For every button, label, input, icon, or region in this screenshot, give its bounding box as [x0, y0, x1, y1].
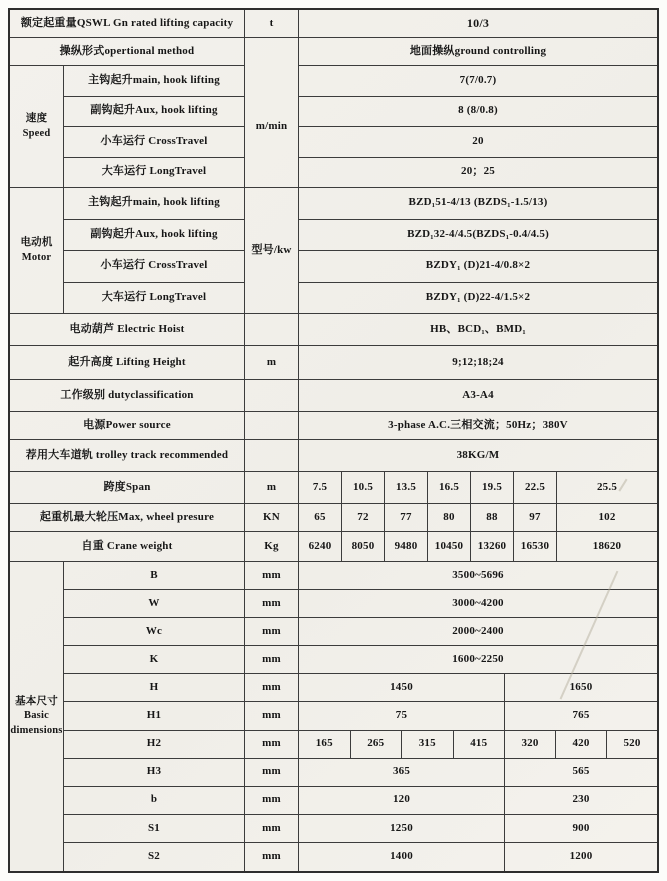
row-wheel-pressure: [10, 504, 657, 532]
dim-value: 415: [454, 731, 506, 759]
dim-unit: mm: [245, 646, 299, 674]
rated-capacity-unit: t: [245, 10, 299, 38]
basic-dimensions-rows: [64, 562, 657, 871]
speed-row-label: 副钩起升Aux, hook lifting: [64, 97, 245, 128]
speed-group-header: [10, 66, 64, 188]
span-label: 跨度Span: [10, 472, 245, 504]
row-electric-hoist: [10, 314, 657, 346]
speed-row-value: 8 (8/0.8): [299, 97, 657, 128]
dim-value-right: 1650: [505, 674, 657, 702]
dim-h2-left-cells: [299, 731, 505, 759]
speed-group-en: Speed: [22, 127, 51, 139]
motor-row-label: 主钩起升main, hook lifting: [64, 188, 245, 220]
dim-value: 3000~4200: [299, 590, 657, 618]
speed-unit: m/min: [245, 66, 299, 188]
power-source-unit-empty: [245, 412, 299, 440]
dim-row-B: [64, 562, 657, 590]
span-unit: m: [245, 472, 299, 504]
dim-value: 315: [402, 731, 454, 759]
dim-unit: mm: [245, 815, 299, 843]
duty-classification-value: A3-A4: [299, 380, 657, 412]
dim-value: 420: [556, 731, 607, 759]
motor-row-label: 副钩起升Aux, hook lifting: [64, 220, 245, 252]
row-span: [10, 472, 657, 504]
dim-value: 3500~5696: [299, 562, 657, 590]
dim-label: H3: [64, 759, 245, 787]
motor-row-label: 小车运行 CrossTravel: [64, 251, 245, 283]
dim-label: S2: [64, 843, 245, 871]
motor-values-column: [299, 188, 657, 314]
electric-hoist-label: 电动葫芦 Electric Hoist: [10, 314, 245, 346]
speed-labels-column: [64, 66, 245, 188]
dim-value-right: 1200: [569, 850, 593, 863]
dim-unit: mm: [245, 759, 299, 787]
dim-unit: mm: [245, 702, 299, 730]
crane-weight-value: 16530: [514, 532, 557, 562]
crane-weight-label: 自重 Crane weight: [10, 532, 245, 562]
motor-unit: 型号/kw: [245, 188, 299, 314]
electric-hoist-unit-empty: [245, 314, 299, 346]
lifting-height-label: 起升高度 Lifting Height: [10, 346, 245, 380]
dim-unit: mm: [245, 843, 299, 871]
duty-classification-unit-empty: [245, 380, 299, 412]
dim-label: H2: [64, 731, 245, 759]
speed-row-value: 20: [299, 127, 657, 158]
power-source-value: 3-phase A.C.三相交流；50Hz；380V: [299, 412, 657, 440]
dim-label: H: [64, 674, 245, 702]
speed-group-zh: 速度: [25, 113, 48, 125]
dim-value-left: 1450: [299, 674, 505, 702]
span-value: 25.5: [557, 472, 657, 504]
dim-row-H2: [64, 731, 657, 759]
dim-label: Wc: [64, 618, 245, 646]
dim-value-right: 230: [505, 787, 657, 815]
dim-label: B: [64, 562, 245, 590]
row-operational-method: [10, 38, 657, 66]
power-source-label: 电源Power source: [10, 412, 245, 440]
dim-unit: mm: [245, 562, 299, 590]
basic-dimensions-en2: dimensions: [10, 724, 63, 736]
dim-value: 165: [299, 731, 351, 759]
trolley-track-unit-empty: [245, 440, 299, 472]
motor-labels-column: [64, 188, 245, 314]
crane-weight-value: 6240: [299, 532, 342, 562]
dim-row-W: [64, 590, 657, 618]
dim-label: K: [64, 646, 245, 674]
span-value: 19.5: [471, 472, 514, 504]
dim-value-left: 1250: [299, 815, 505, 843]
wheel-pressure-label: 起重机最大轮压Max, wheel presure: [10, 504, 245, 532]
dim-row-S2: [64, 843, 657, 871]
trolley-track-value: 38KG/M: [299, 440, 657, 472]
dim-unit: mm: [245, 674, 299, 702]
row-rated-capacity: [10, 10, 657, 38]
motor-row-value: BZD₁51-4/13 (BZDS₁-1.5/13): [299, 188, 657, 220]
wheel-pressure-value: 80: [428, 504, 471, 532]
dim-row-H3: [64, 759, 657, 787]
dim-unit: mm: [245, 618, 299, 646]
dim-value-left: 120: [299, 787, 505, 815]
span-value: 13.5: [385, 472, 428, 504]
wheel-pressure-value: 77: [385, 504, 428, 532]
wheel-pressure-value: 102: [557, 504, 657, 532]
speed-row-label: 大车运行 LongTravel: [64, 158, 245, 189]
trolley-track-label: 荐用大车道轨 trolley track recommended: [10, 440, 245, 472]
basic-dimensions-en1: Basic: [24, 710, 49, 722]
dim-value-right: 900: [505, 815, 657, 843]
dim-value: 520: [607, 731, 657, 759]
section-speed: [10, 66, 657, 188]
dim-value: 320: [505, 731, 556, 759]
motor-row-value: BZDY₁ (D)21-4/0.8×2: [299, 251, 657, 283]
operational-method-label: 操纵形式opertional method: [10, 38, 245, 66]
dim-value-right: 565: [505, 759, 657, 787]
dim-value-right: 765: [505, 702, 657, 730]
span-value: 10.5: [342, 472, 385, 504]
dim-unit: mm: [245, 731, 299, 759]
dim-label: H1: [64, 702, 245, 730]
dim-label: W: [64, 590, 245, 618]
row-lifting-height: [10, 346, 657, 380]
dim-unit: mm: [245, 590, 299, 618]
electric-hoist-value: HB、BCD₁、BMD₁: [299, 314, 657, 346]
dim-row-H: [64, 674, 657, 702]
rated-capacity-value: 10/3: [299, 10, 657, 38]
row-power-source: [10, 412, 657, 440]
speed-row-value: 7(7/0.7): [299, 66, 657, 97]
duty-classification-label: 工作级别 dutyclassification: [10, 380, 245, 412]
crane-weight-value: 10450: [428, 532, 471, 562]
row-crane-weight: [10, 532, 657, 562]
dim-row-K: [64, 646, 657, 674]
crane-weight-unit: Kg: [245, 532, 299, 562]
motor-row-label: 大车运行 LongTravel: [64, 283, 245, 315]
basic-dimensions-group-header: [10, 562, 64, 871]
wheel-pressure-unit: KN: [245, 504, 299, 532]
crane-weight-value: 8050: [342, 532, 385, 562]
dim-unit: mm: [245, 787, 299, 815]
motor-group-header: [10, 188, 64, 314]
speed-row-label: 小车运行 CrossTravel: [64, 127, 245, 158]
span-value: 16.5: [428, 472, 471, 504]
row-trolley-track: [10, 440, 657, 472]
dim-value: 1600~2250: [299, 646, 657, 674]
speed-row-label: 主钩起升main, hook lifting: [64, 66, 245, 97]
dim-value: 2000~2400: [299, 618, 657, 646]
motor-group-zh: 电动机: [20, 237, 53, 249]
motor-row-value: BZDY₁ (D)22-4/1.5×2: [299, 283, 657, 315]
wheel-pressure-value: 88: [471, 504, 514, 532]
crane-weight-value: 9480: [385, 532, 428, 562]
dim-label: S1: [64, 815, 245, 843]
lifting-height-value: 9;12;18;24: [299, 346, 657, 380]
dim-row-S1: [64, 815, 657, 843]
speed-values-column: [299, 66, 657, 188]
wheel-pressure-value: 65: [299, 504, 342, 532]
wheel-pressure-value: 72: [342, 504, 385, 532]
wheel-pressure-value: 97: [514, 504, 557, 532]
operational-method-value: 地面操纵ground controlling: [299, 38, 657, 66]
speed-row-value: 20；25: [299, 158, 657, 189]
row-duty-classification: [10, 380, 657, 412]
dim-value-left: 1400: [299, 843, 505, 871]
crane-weight-value: 18620: [557, 532, 657, 562]
operational-method-unit-empty: [245, 38, 299, 66]
section-motor: [10, 188, 657, 314]
rated-capacity-label: 额定起重量QSWL Gn rated lifting capacity: [10, 10, 245, 38]
dim-value: 265: [351, 731, 403, 759]
section-basic-dimensions: [10, 562, 657, 871]
span-value: 7.5: [299, 472, 342, 504]
spec-table: [8, 8, 659, 873]
basic-dimensions-zh: 基本尺寸: [15, 696, 58, 708]
lifting-height-unit: m: [245, 346, 299, 380]
dim-value-left: 75: [299, 702, 505, 730]
dim-value-left: 365: [299, 759, 505, 787]
span-value: 22.5: [514, 472, 557, 504]
dim-row-b: [64, 787, 657, 815]
dim-row-H1: [64, 702, 657, 730]
dim-row-Wc: [64, 618, 657, 646]
dim-label: b: [64, 787, 245, 815]
motor-row-value: BZD₁32-4/4.5(BZDS₁-0.4/4.5): [299, 220, 657, 252]
crane-weight-value: 13260: [471, 532, 514, 562]
motor-group-en: Motor: [21, 251, 52, 263]
dim-h2-right-cells: [505, 731, 657, 759]
